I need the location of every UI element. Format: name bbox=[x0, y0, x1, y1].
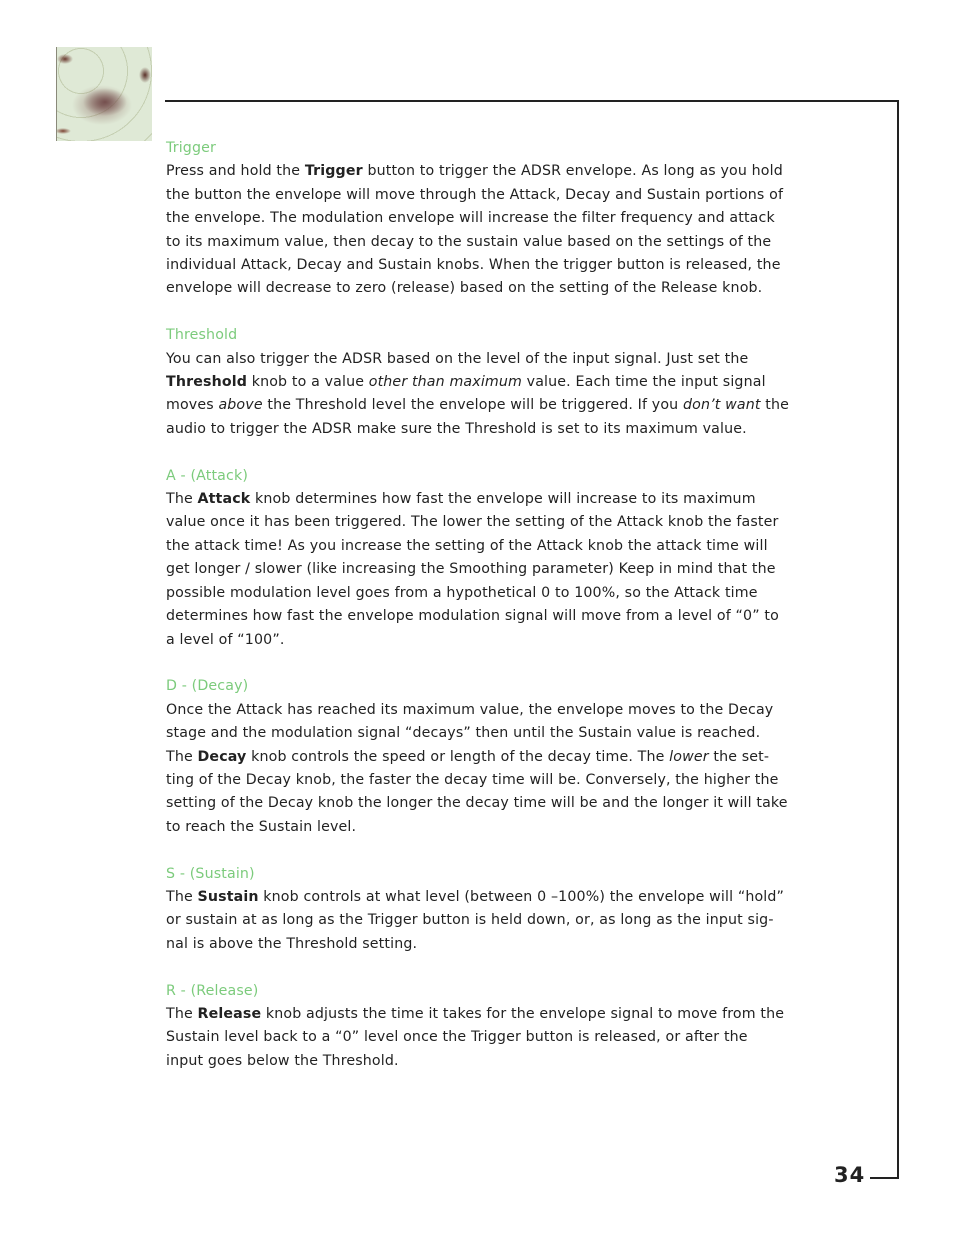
text-run: moves bbox=[166, 397, 219, 414]
section bbox=[166, 324, 806, 441]
text-run: nal is above the Threshold setting. bbox=[166, 935, 418, 952]
section bbox=[166, 980, 806, 1074]
section-heading: A - (Attack) bbox=[166, 467, 249, 484]
paragraph-line bbox=[166, 394, 806, 417]
text-run: button to trigger the ADSR envelope. As long as you hold bbox=[362, 163, 783, 180]
section bbox=[166, 465, 806, 652]
text-run: envelope will decrease to zero (release) based on the setting of the Release knob. bbox=[166, 280, 763, 297]
bold-term: Trigger bbox=[304, 163, 363, 180]
text-run: stage and the modulation signal “decays” then until the Sustain value is reached. bbox=[166, 725, 761, 742]
section-heading: Threshold bbox=[166, 327, 238, 344]
text-run: knob controls the speed or length of the decay time. The bbox=[246, 748, 670, 765]
paragraph-line bbox=[166, 1003, 806, 1026]
right-rule bbox=[897, 100, 899, 1179]
text-run: Press and hold the bbox=[166, 163, 305, 180]
paragraph-line bbox=[166, 699, 806, 722]
paragraph-line bbox=[166, 1050, 806, 1073]
text-run: the set- bbox=[708, 748, 770, 765]
top-rule bbox=[165, 100, 899, 102]
bold-term: Sustain bbox=[197, 888, 259, 905]
emphasis: lower bbox=[669, 748, 709, 765]
emphasis: don’t want bbox=[683, 397, 761, 414]
paragraph-line bbox=[166, 277, 806, 300]
text-run: the bbox=[760, 397, 790, 414]
text-run: get longer / slower (like increasing the Smoothing parameter) Keep in mind that the bbox=[166, 561, 776, 578]
section-heading: S - (Sustain) bbox=[166, 865, 255, 882]
paragraph-line bbox=[166, 792, 806, 815]
paragraph-line bbox=[166, 746, 806, 769]
paragraph-line bbox=[166, 160, 806, 183]
text-run: input goes below the Threshold. bbox=[166, 1052, 399, 1069]
text-run: individual Attack, Decay and Sustain knobs. When the trigger button is released, the bbox=[166, 257, 781, 274]
emphasis: above bbox=[218, 397, 263, 414]
text-run: to its maximum value, then decay to the sustain value based on the settings of the bbox=[166, 233, 772, 250]
text-run: the button the envelope will move through the Attack, Decay and Sustain portions of bbox=[166, 186, 784, 203]
text-run: You can also trigger the ADSR based on the level of the input signal. Just set the bbox=[166, 350, 749, 367]
text-run: the Threshold level the envelope will be triggered. If you bbox=[262, 397, 683, 414]
page-number: 34 bbox=[834, 1163, 866, 1187]
section bbox=[166, 675, 806, 839]
text-run: audio to trigger the ADSR make sure the Threshold is set to its maximum value. bbox=[166, 420, 747, 437]
paragraph-line bbox=[166, 605, 806, 628]
paragraph-line bbox=[166, 816, 806, 839]
paragraph-line bbox=[166, 488, 806, 511]
text-run: knob determines how fast the envelope will increase to its maximum bbox=[250, 491, 756, 508]
paragraph-line bbox=[166, 909, 806, 932]
paragraph-line bbox=[166, 511, 806, 534]
text-run: setting of the Decay knob the longer the decay time will be and the longer it will take bbox=[166, 795, 788, 812]
paragraph-line bbox=[166, 348, 806, 371]
text-run: knob controls at what level (between 0 –100%) the envelope will “hold” bbox=[258, 888, 785, 905]
paragraph-line bbox=[166, 231, 806, 254]
text-run: The bbox=[166, 888, 198, 905]
bold-term: Attack bbox=[197, 491, 251, 508]
section-heading: R - (Release) bbox=[166, 982, 259, 999]
paragraph-line bbox=[166, 1026, 806, 1049]
paragraph-line bbox=[166, 207, 806, 230]
paragraph-line bbox=[166, 933, 806, 956]
text-run: Sustain level back to a “0” level once the Trigger button is released, or after the bbox=[166, 1029, 748, 1046]
paragraph-line bbox=[166, 535, 806, 558]
paragraph-line bbox=[166, 418, 806, 441]
bold-term: Decay bbox=[197, 748, 247, 765]
text-run: knob adjusts the time it takes for the envelope signal to move from the bbox=[261, 1005, 785, 1022]
bold-term: Release bbox=[197, 1005, 262, 1022]
text-run: the attack time! As you increase the setting of the Attack knob the attack time will bbox=[166, 537, 768, 554]
paragraph-line bbox=[166, 629, 806, 652]
section bbox=[166, 863, 806, 957]
body-content bbox=[166, 137, 806, 1097]
text-run: The bbox=[166, 1005, 198, 1022]
paragraph-line bbox=[166, 769, 806, 792]
decorative-thumbnail-image bbox=[56, 47, 152, 141]
text-run: a level of “100”. bbox=[166, 631, 285, 648]
text-run: the envelope. The modulation envelope will increase the filter frequency and attack bbox=[166, 210, 775, 227]
emphasis: other than maximum bbox=[368, 374, 522, 391]
paragraph-line bbox=[166, 254, 806, 277]
paragraph-line bbox=[166, 582, 806, 605]
bottom-rule bbox=[870, 1177, 899, 1179]
paragraph-line bbox=[166, 722, 806, 745]
section-heading: Trigger bbox=[166, 140, 216, 156]
paragraph-line bbox=[166, 184, 806, 207]
text-run: The bbox=[166, 748, 198, 765]
text-run: possible modulation level goes from a hypothetical 0 to 100%, so the Attack time bbox=[166, 584, 758, 601]
paragraph-line bbox=[166, 371, 806, 394]
text-run: value. Each time the input signal bbox=[522, 374, 766, 391]
text-run: determines how fast the envelope modulation signal will move from a level of “0” to bbox=[166, 608, 779, 625]
section-heading: D - (Decay) bbox=[166, 678, 249, 695]
text-run: value once it has been triggered. The lower the setting of the Attack knob the faster bbox=[166, 514, 779, 531]
bold-term: Threshold bbox=[166, 374, 248, 391]
text-run: to reach the Sustain level. bbox=[166, 818, 357, 835]
text-run: knob to a value bbox=[247, 374, 369, 391]
section bbox=[166, 137, 806, 301]
paragraph-line bbox=[166, 558, 806, 581]
text-run: or sustain at as long as the Trigger button is held down, or, as long as the input sig- bbox=[166, 912, 774, 929]
text-run: ting of the Decay knob, the faster the decay time will be. Conversely, the higher the bbox=[166, 771, 779, 788]
paragraph-line bbox=[166, 886, 806, 909]
text-run: The bbox=[166, 491, 198, 508]
text-run: Once the Attack has reached its maximum value, the envelope moves to the Decay bbox=[166, 701, 774, 718]
